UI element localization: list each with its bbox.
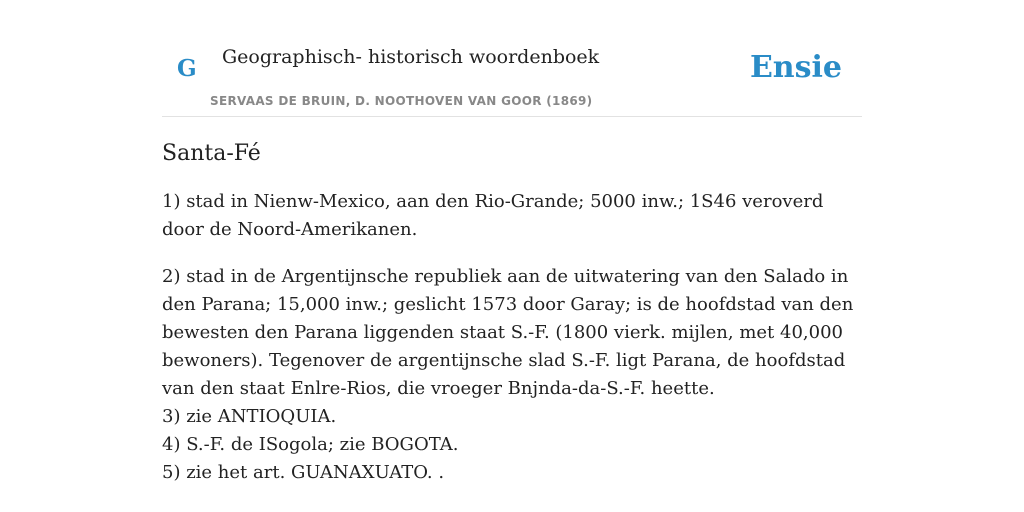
- definition-line-4: 4) S.-F. de ISogola; zie BOGOTA.: [162, 434, 459, 455]
- ensie-logo-link[interactable]: Ensie: [749, 50, 842, 85]
- entry-content: [162, 136, 862, 487]
- book-author: SERVAAS DE BRUIN, D. NOOTHOVEN VAN GOOR (1869): [210, 94, 593, 108]
- book-header: [162, 0, 862, 117]
- entry-title: Santa-Fé: [162, 141, 261, 166]
- definition-line-3: 3) zie ANTIOQUIA.: [162, 406, 337, 427]
- book-title[interactable]: Geographisch- historisch woordenboek: [222, 46, 600, 68]
- definition-paragraph-2: 2) stad in de Argentijnsche republiek aan de uitwatering van den Salado in den Parana; 15,000 inw.; geslicht 1573 door Garay; is de hoofdstad van den bewesten den Parana liggenden staat S.-F. (1800 vierk. mijlen, met 40,000 bewoners). Tegenover de argentijnsche slad S.-F. ligt Parana, de hoofdstad van den staat Enlre-Rios, die vroeger Bnjnda-da-S.-F. heette.: [162, 266, 854, 399]
- book-logo-letter[interactable]: G: [177, 55, 197, 82]
- definition-line-5: 5) zie het art. GUANAXUATO. .: [162, 462, 445, 483]
- definition-paragraph-1: 1) stad in Nienw-Mexico, aan den Rio-Grande; 5000 inw.; 1S46 veroverd door de Noord-Amerikanen.: [162, 191, 824, 240]
